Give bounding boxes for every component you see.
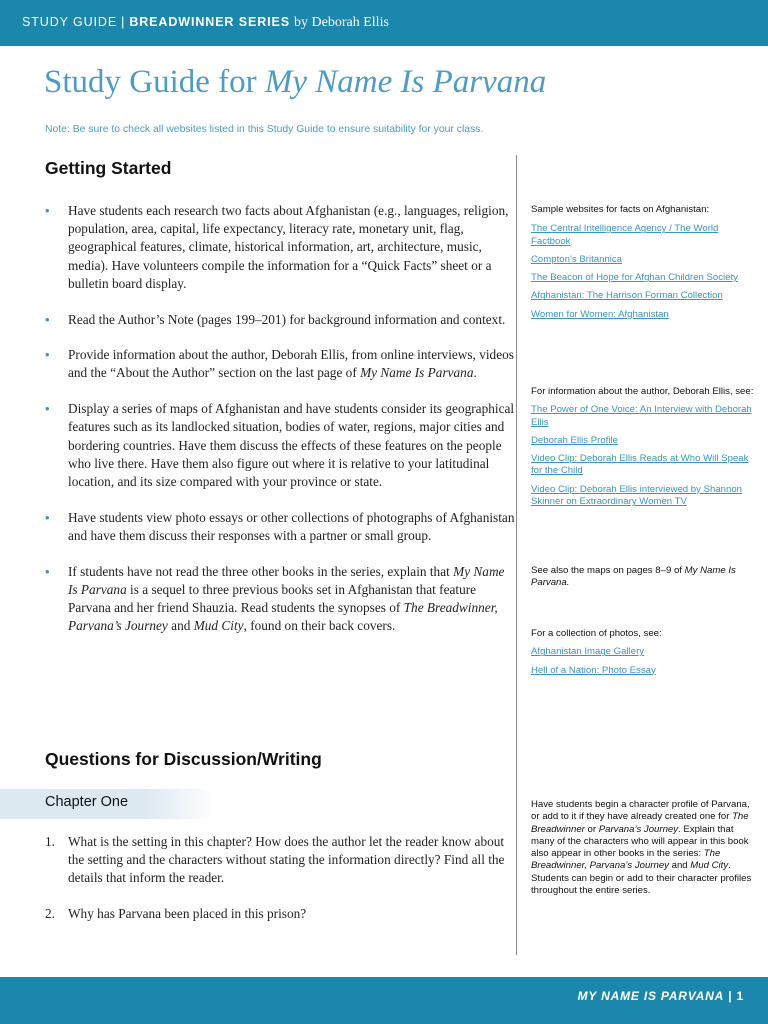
- questions-list: [45, 833, 515, 941]
- book-title-ref: Parvana’s Journey: [598, 823, 679, 835]
- header-author: by Deborah Ellis: [294, 15, 389, 30]
- page-number: 1: [736, 989, 744, 1003]
- book-title-ref: The Breadwinner, Parvana’s Journey: [68, 599, 498, 634]
- footer-separator: |: [728, 989, 733, 1003]
- getting-started-heading: Getting Started: [45, 158, 172, 178]
- question-number: 2.: [45, 906, 55, 922]
- column-divider: [516, 155, 517, 955]
- profile-text: and: [668, 860, 691, 872]
- book-title-ref: My Name Is Parvana: [68, 563, 505, 597]
- sidebar-character-profile: [531, 799, 757, 897]
- book-title-ref: My Name Is Parvana.: [531, 565, 736, 589]
- profile-text: Have students begin a character profile of Parvana, or add to it if they have already created one for: [531, 799, 750, 823]
- link-women-for-women[interactable]: Women for Women: Afghanistan: [531, 308, 669, 320]
- book-title-ref: Mud City: [193, 618, 244, 634]
- link-harrison-forman[interactable]: Afghanistan: The Harrison Forman Collection: [531, 290, 723, 302]
- sidebar-photos-intro: For a collection of photos, see:: [531, 628, 662, 639]
- link-ellis-profile[interactable]: Deborah Ellis Profile: [531, 434, 618, 446]
- bullet-icon: •: [45, 347, 50, 363]
- question-text: What is the setting in this chapter? How does the author let the reader know about the setting and the characters without stating the information directly? Find all the details that inform the reader.: [68, 834, 505, 886]
- sidebar-facts-intro: Sample websites for facts on Afghanistan:: [531, 204, 710, 215]
- link-beacon-of-hope[interactable]: The Beacon of Hope for Afghan Children Society: [531, 272, 738, 284]
- title-prefix: Study Guide for: [44, 64, 257, 100]
- header-text: [22, 15, 389, 31]
- link-comptons-britannica[interactable]: Compton’s Britannica: [531, 253, 623, 265]
- book-title-ref: Mud City: [690, 860, 729, 872]
- sidebar-maps-text: See also the maps on pages 8–9 of: [531, 565, 685, 576]
- list-item: [45, 311, 515, 329]
- list-item: [45, 833, 515, 888]
- header-bar: [0, 0, 768, 46]
- getting-started-list: [45, 202, 515, 653]
- link-video-reads[interactable]: Video Clip: Deborah Ellis Reads at Who Will Speak for the Child: [531, 453, 749, 477]
- bullet-text: .: [473, 365, 477, 381]
- list-item: [45, 346, 515, 382]
- list-item: [45, 202, 515, 293]
- sidebar-facts: [531, 204, 757, 321]
- bullet-text: , found on their back covers.: [243, 618, 396, 634]
- page-title: [44, 64, 546, 101]
- footer-text: [578, 989, 744, 1003]
- sidebar-author: [531, 386, 757, 508]
- link-photo-essay[interactable]: Hell of a Nation: Photo Essay: [531, 664, 656, 676]
- link-cia-factbook[interactable]: The Central Intelligence Agency / The World Factbook: [531, 223, 719, 247]
- book-title-ref: The Breadwinner: [531, 811, 749, 835]
- bullet-text: and: [167, 618, 194, 634]
- bullet-text: Provide information about the author, Deborah Ellis, from online interviews, videos and the “About the Author” section on the last page of: [68, 347, 514, 381]
- chapter-heading: Chapter One: [45, 794, 129, 810]
- questions-heading: Questions for Discussion/Writing: [45, 749, 322, 769]
- book-title-ref: My Name Is Parvana: [360, 365, 474, 381]
- bullet-text: Display a series of maps of Afghanistan and have students consider its geographical features such as its landlocked situation, bodies of water, regions, major cities and bordering countries. Have them discuss the effects of these features on the people who live there. Have them also figure out where it is relative to your latitudinal location, and its size compared with your province or state.: [68, 401, 515, 489]
- list-item: [45, 509, 515, 545]
- link-power-of-one-voice[interactable]: The Power of One Voice: An Interview with Deborah Ellis: [531, 404, 752, 428]
- header-study-guide: STUDY GUIDE: [22, 15, 118, 29]
- bullet-icon: •: [45, 563, 50, 579]
- list-item: [45, 400, 515, 491]
- bullet-icon: •: [45, 509, 50, 525]
- question-number: 1.: [45, 834, 55, 849]
- title-book: My Name Is Parvana: [264, 64, 547, 100]
- sidebar-author-intro: For information about the author, Deborah Ellis, see:: [531, 386, 754, 397]
- bullet-text: Have students view photo essays or other collections of photographs of Afghanistan and have them discuss their responses with a partner or small group.: [68, 509, 515, 543]
- bullet-text: If students have not read the three other books in the series, explain that: [68, 563, 454, 579]
- bullet-icon: •: [45, 203, 50, 218]
- header-series: BREADWINNER SERIES: [129, 15, 290, 29]
- bullet-text: is a sequel to three previous books set in Afghanistan that feature Parvana and her friend Shauzia. Read students the synopses of: [68, 581, 477, 615]
- bullet-icon: •: [45, 311, 50, 327]
- sidebar-maps: [531, 565, 757, 590]
- suitability-note: Note: Be sure to check all websites listed in this Study Guide to ensure suitability for your class.: [45, 124, 484, 135]
- link-image-gallery[interactable]: Afghanistan Image Gallery: [531, 646, 645, 658]
- book-title-ref: The Breadwinner, Parvana’s Journey: [531, 848, 721, 872]
- bullet-text: Read the Author’s Note (pages 199–201) for background information and context.: [68, 311, 506, 327]
- profile-text: . Explain that many of the characters who will appear in this book also appear in other books in the series:: [531, 823, 749, 860]
- bullet-icon: •: [45, 401, 50, 417]
- question-text: Why has Parvana been placed in this prison?: [68, 906, 307, 922]
- bullet-text: Have students each research two facts about Afghanistan (e.g., languages, religion, population, area, capital, life expectancy, literacy rate, monetary unit, flag, geographical features, climate, historical information, art, architecture, music, media). Have volunteers compile the information for a “Quick Facts” sheet or a bulletin board display.: [68, 203, 509, 291]
- footer-bar: [0, 977, 768, 1024]
- header-separator: |: [121, 15, 126, 29]
- list-item: [45, 905, 515, 923]
- footer-book-title: MY NAME IS PARVANA: [577, 989, 725, 1003]
- profile-text: or: [584, 823, 599, 835]
- sidebar-photos: [531, 628, 757, 677]
- link-video-interview[interactable]: Video Clip: Deborah Ellis interviewed by Shannon Skinner on Extraordinary Women TV: [531, 483, 743, 508]
- list-item: [45, 563, 515, 636]
- profile-text: . Students can begin or add to their character profiles throughout the entire series.: [531, 860, 752, 897]
